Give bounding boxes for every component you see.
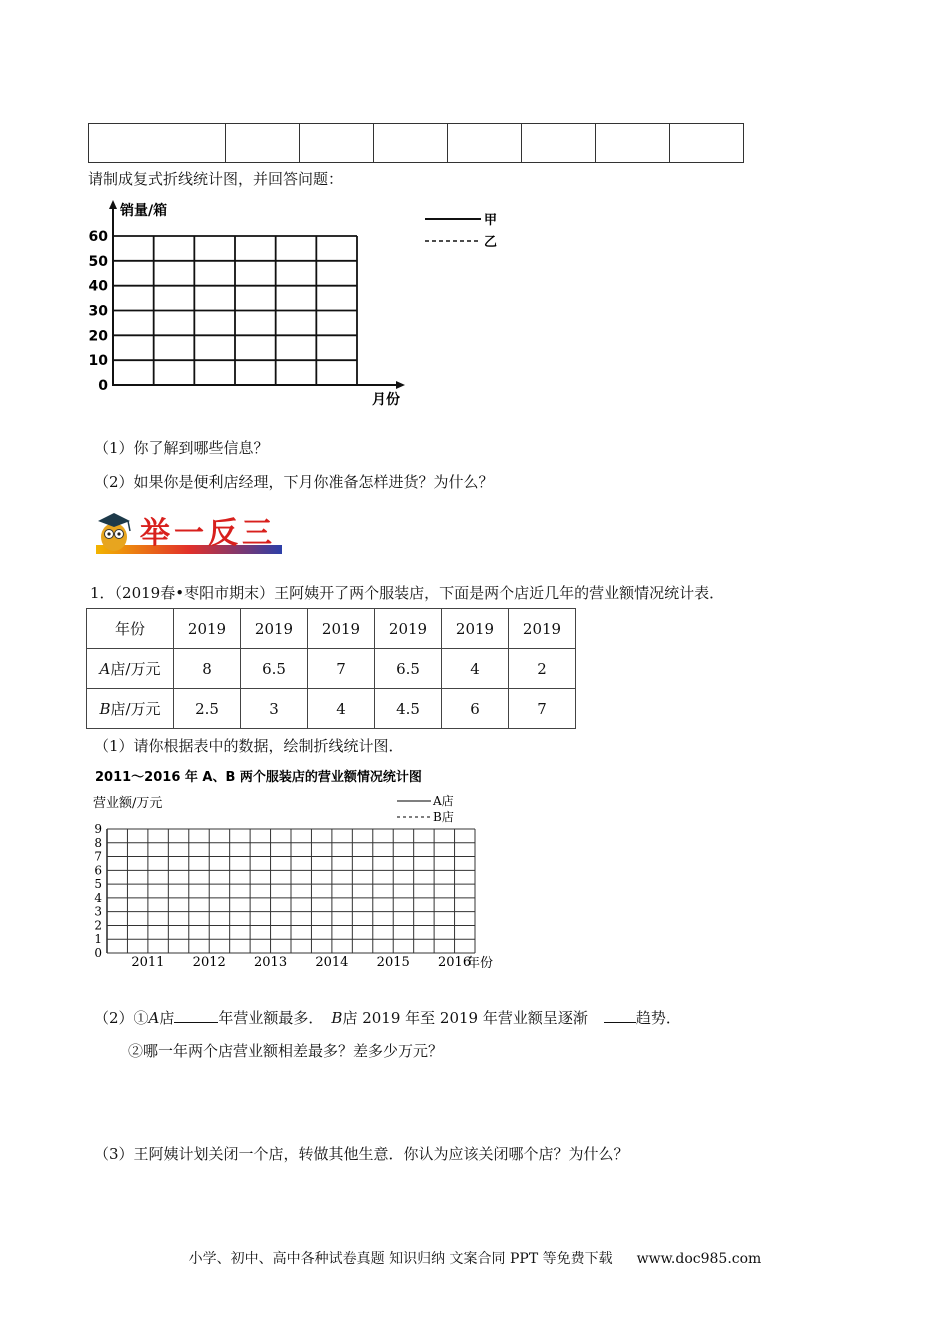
legend-label-a: A店 <box>433 794 454 808</box>
y-tick-label: 40 <box>88 278 108 295</box>
x-tick-label: 2014 <box>315 955 349 970</box>
y-tick-label: 8 <box>94 835 102 850</box>
value-cell: 4.5 <box>375 689 442 729</box>
footer <box>0 1248 950 1268</box>
year-cell: 2019 <box>509 609 576 649</box>
sub2-a-letter: A <box>148 1009 160 1027</box>
x-tick-label: 2012 <box>192 955 226 970</box>
store-a-label: 店/万元 <box>110 660 161 678</box>
store-b-letter: B <box>99 700 111 718</box>
y-tick-label: 3 <box>94 904 102 919</box>
header-cell: 年份 <box>87 609 174 649</box>
chart-title: 2011～2016 年 A、B 两个服装店的营业额情况统计图 <box>95 770 422 785</box>
y-tick-label: 5 <box>94 877 102 892</box>
instruction-text: 请制成复式折线统计图，并回答问题： <box>88 170 344 188</box>
table-row <box>87 689 576 729</box>
sales-chart <box>85 198 545 413</box>
answer-blank[interactable] <box>604 1006 636 1023</box>
y-tick-label: 6 <box>94 863 102 878</box>
y-tick-label: 60 <box>88 229 108 245</box>
value-cell: 6.5 <box>241 649 308 689</box>
x-axis-label: 年份 <box>467 956 494 971</box>
sub2-prefix: （2）① <box>94 1009 149 1027</box>
value-cell: 8 <box>174 649 241 689</box>
x-axis-arrow <box>396 381 405 389</box>
value-cell: 4 <box>308 689 375 729</box>
y-tick-label: 9 <box>94 822 102 836</box>
value-cell: 2.5 <box>174 689 241 729</box>
year-cell: 2019 <box>241 609 308 649</box>
problem-1-title: 1．（2019春•枣阳市期末）王阿姨开了两个服装店，下面是两个店近几年的营业额情况统计表． <box>90 584 725 602</box>
y-tick-label: 1 <box>94 932 102 947</box>
y-tick-label: 50 <box>88 253 108 270</box>
year-cell: 2019 <box>442 609 509 649</box>
table-row <box>87 609 576 649</box>
table-row <box>87 649 576 689</box>
value-cell: 7 <box>308 649 375 689</box>
sub2-a-text: 店 <box>159 1009 175 1027</box>
legend-label-yi: 乙 <box>484 235 498 250</box>
practice-banner <box>92 507 284 559</box>
y-tick-label: 0 <box>94 946 102 960</box>
answer-blank[interactable] <box>174 1006 218 1023</box>
question-1: （1）你了解到哪些信息？ <box>94 439 269 457</box>
table-cell <box>596 124 670 163</box>
table-cell <box>89 124 226 163</box>
table-cell <box>300 124 374 163</box>
revenue-table <box>86 608 576 729</box>
revenue-chart <box>85 763 525 973</box>
sub2-b-text: 店 2019 年至 2019 年营业额呈逐渐 <box>342 1009 588 1027</box>
year-cell: 2019 <box>174 609 241 649</box>
legend-label-jia: 甲 <box>484 213 498 228</box>
sub-question-3: （3）王阿姨计划关闭一个店，转做其他生意．你认为应该关闭哪个店？为什么？ <box>94 1145 629 1163</box>
legend-label-b: B店 <box>433 810 454 824</box>
table-cell <box>448 124 522 163</box>
table-cell <box>226 124 300 163</box>
value-cell: 6 <box>442 689 509 729</box>
y-tick-labels <box>89 229 109 394</box>
x-tick-label: 2015 <box>376 955 410 970</box>
y-tick-label: 2 <box>94 918 102 933</box>
row-label-b <box>87 689 174 729</box>
chart-grid <box>113 236 357 385</box>
sub-question-2b: ②哪一年两个店营业额相差最多？差多少万元？ <box>128 1042 444 1060</box>
sub-question-1: （1）请你根据表中的数据，绘制折线统计图． <box>94 737 404 755</box>
y-axis-label: 营业额/万元 <box>93 796 163 811</box>
y-tick-labels <box>94 822 102 960</box>
value-cell: 4 <box>442 649 509 689</box>
y-tick-label: 30 <box>88 303 108 320</box>
table-cell <box>670 124 744 163</box>
x-tick-labels <box>131 955 471 970</box>
x-tick-label: 2013 <box>254 955 288 970</box>
x-tick-label: 2011 <box>131 955 165 970</box>
y-tick-label: 7 <box>94 849 102 864</box>
store-a-letter: A <box>99 660 111 678</box>
y-axis-label: 销量/箱 <box>120 203 168 219</box>
value-cell: 6.5 <box>375 649 442 689</box>
chart-grid <box>107 829 475 953</box>
value-cell: 3 <box>241 689 308 729</box>
footer-left: 小学、初中、高中各种试卷真题 知识归纳 文案合同 PPT 等免费下载 <box>188 1251 613 1267</box>
y-axis-arrow <box>109 200 117 209</box>
sub2-b-letter: B <box>331 1009 343 1027</box>
y-tick-label: 0 <box>98 378 108 394</box>
footer-url: www.doc985.com <box>636 1251 762 1267</box>
blank-data-table <box>88 123 744 163</box>
sub-question-2 <box>94 1006 681 1028</box>
sub2-suffix: 趋势． <box>635 1009 681 1027</box>
year-cell: 2019 <box>308 609 375 649</box>
table-cell <box>522 124 596 163</box>
x-axis-label: 月份 <box>372 392 400 408</box>
year-cell: 2019 <box>375 609 442 649</box>
sub2-mid: 年营业额最多． <box>218 1009 324 1027</box>
y-tick-label: 20 <box>88 328 108 345</box>
store-b-label: 店/万元 <box>110 700 161 718</box>
banner-title: 举一反三 <box>140 516 276 551</box>
row-label-a <box>87 649 174 689</box>
question-2: （2）如果你是便利店经理，下月你准备怎样进货？为什么？ <box>94 473 494 491</box>
table-cell <box>374 124 448 163</box>
banner-graphic <box>92 507 284 559</box>
x-tick-label: 2016 <box>438 955 472 970</box>
value-cell: 2 <box>509 649 576 689</box>
y-tick-label: 4 <box>94 890 102 905</box>
value-cell: 7 <box>509 689 576 729</box>
y-tick-label: 10 <box>88 353 108 370</box>
